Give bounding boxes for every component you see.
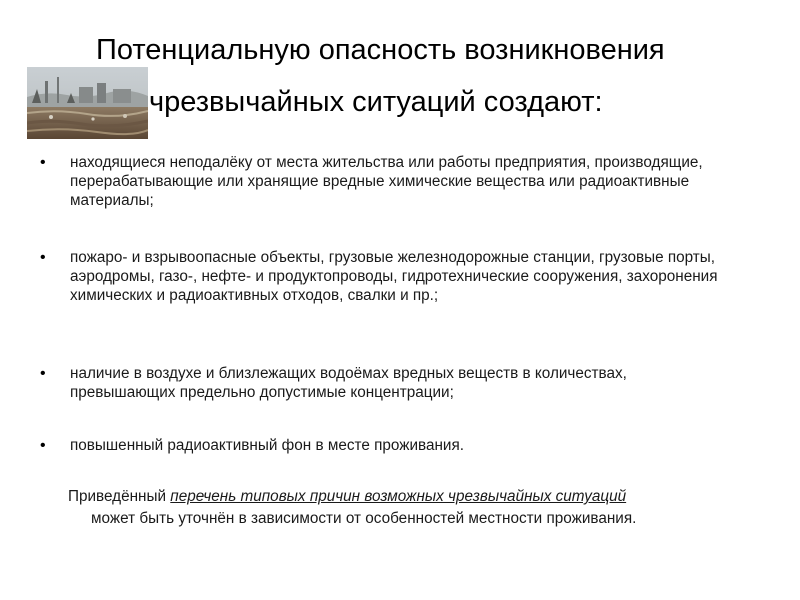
bullet-icon: • <box>40 365 46 382</box>
closing-note-prefix: Приведённый <box>68 488 171 505</box>
closing-note-line-1 <box>68 487 626 506</box>
bullet-icon: • <box>40 154 46 171</box>
bullet-icon: • <box>40 249 46 266</box>
list-item-text: находящиеся неподалёку от места жительства или работы предприятия, производящие, перерабатывающие или хранящие вредные химические вещества или радиоактивные материалы; <box>70 154 703 209</box>
slide-title-line-1: Потенциальную опасность возникновения <box>96 34 665 66</box>
list-item-text: наличие в воздухе и близлежащих водоёмах вредных веществ в количествах, превышающих предельно допустимые концентрации; <box>70 365 627 401</box>
list-item-text: повышенный радиоактивный фон в месте проживания. <box>70 437 464 454</box>
closing-note-suffix: может быть уточнён в зависимости от особенностей местности проживания. <box>91 510 637 527</box>
slide-title-line-2: чрезвычайных ситуаций создают: <box>149 86 603 118</box>
list-item-text: пожаро- и взрывоопасные объекты, грузовые железнодорожные станции, грузовые порты, аэродромы, газо-, нефте- и продуктопроводы, гидротехнические сооружения, захоронения химических и радиоактивных отходов, свалки и пр.; <box>70 249 718 304</box>
bullet-icon: • <box>40 437 46 454</box>
industrial-landscape-image <box>27 67 148 139</box>
industrial-landscape-photo <box>27 67 148 139</box>
causes-list-link[interactable]: перечень типовых причин возможных чрезвычайных ситуаций <box>170 488 627 505</box>
